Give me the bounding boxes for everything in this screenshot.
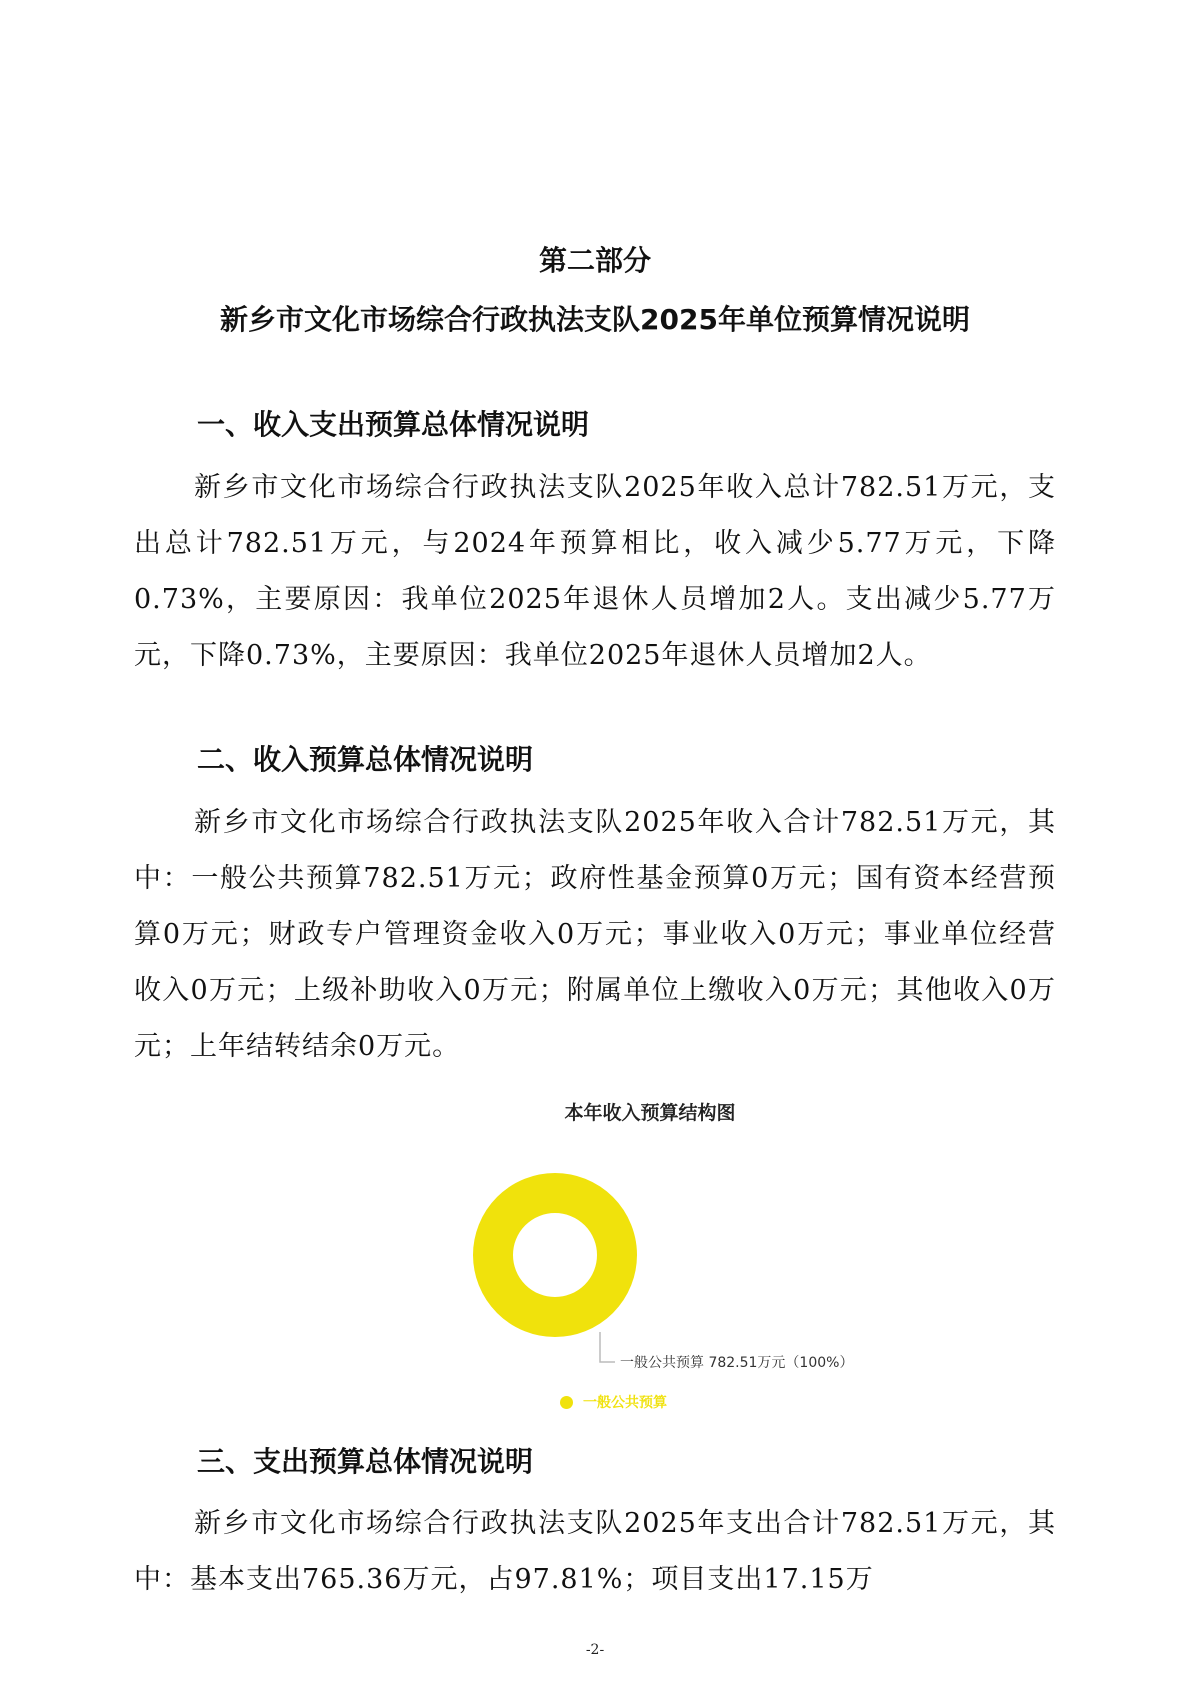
legend-swatch-general-public-budget	[560, 1396, 573, 1409]
donut-chart-svg	[440, 1100, 940, 1390]
section-2-heading: 二、收入预算总体情况说明	[197, 743, 534, 776]
section-3-heading: 三、支出预算总体情况说明	[197, 1445, 534, 1478]
part-title: 第二部分	[538, 244, 651, 277]
section-1-heading: 一、收入支出预算总体情况说明	[197, 408, 590, 441]
legend-label-general-public-budget: 一般公共预算	[583, 1395, 667, 1411]
chart-legend	[560, 1392, 667, 1412]
section-1-paragraph: 新乡市文化市场综合行政执法支队2025年收入总计782.51万元，支出总计782.51万元，与2024年预算相比，收入减少5.77万元，下降0.73%，主要原因：我单位2025年退休人员增加2人。支出减少5.77万元，下降0.73%，主要原因：我单位2025年退休人员增加2人。	[134, 472, 1056, 671]
section-2-paragraph: 新乡市文化市场综合行政执法支队2025年收入合计782.51万元，其中：一般公共预算782.51万元；政府性基金预算0万元；国有资本经营预算0万元；财政专户管理资金收入0万元；事业收入0万元；事业单位经营收入0万元；上级补助收入0万元；附属单位上缴收入0万元；其他收入0万元；上年结转结余0万元。	[134, 807, 1056, 1062]
income-structure-chart	[440, 1100, 940, 1420]
section-3-paragraph: 新乡市文化市场综合行政执法支队2025年支出合计782.51万元，其中：基本支出765.36万元，占97.81%；项目支出17.15万	[134, 1508, 1056, 1595]
slice-leader-line	[600, 1332, 615, 1362]
donut-slices	[493, 1193, 617, 1317]
donut-slice-0	[493, 1193, 617, 1317]
page-title: 新乡市文化市场综合行政执法支队2025年单位预算情况说明	[220, 303, 970, 336]
slice-label: 一般公共预算 782.51万元（100%）	[620, 1355, 854, 1371]
page-number: -2-	[585, 1642, 605, 1658]
chart-title: 本年收入预算结构图	[564, 1102, 736, 1124]
